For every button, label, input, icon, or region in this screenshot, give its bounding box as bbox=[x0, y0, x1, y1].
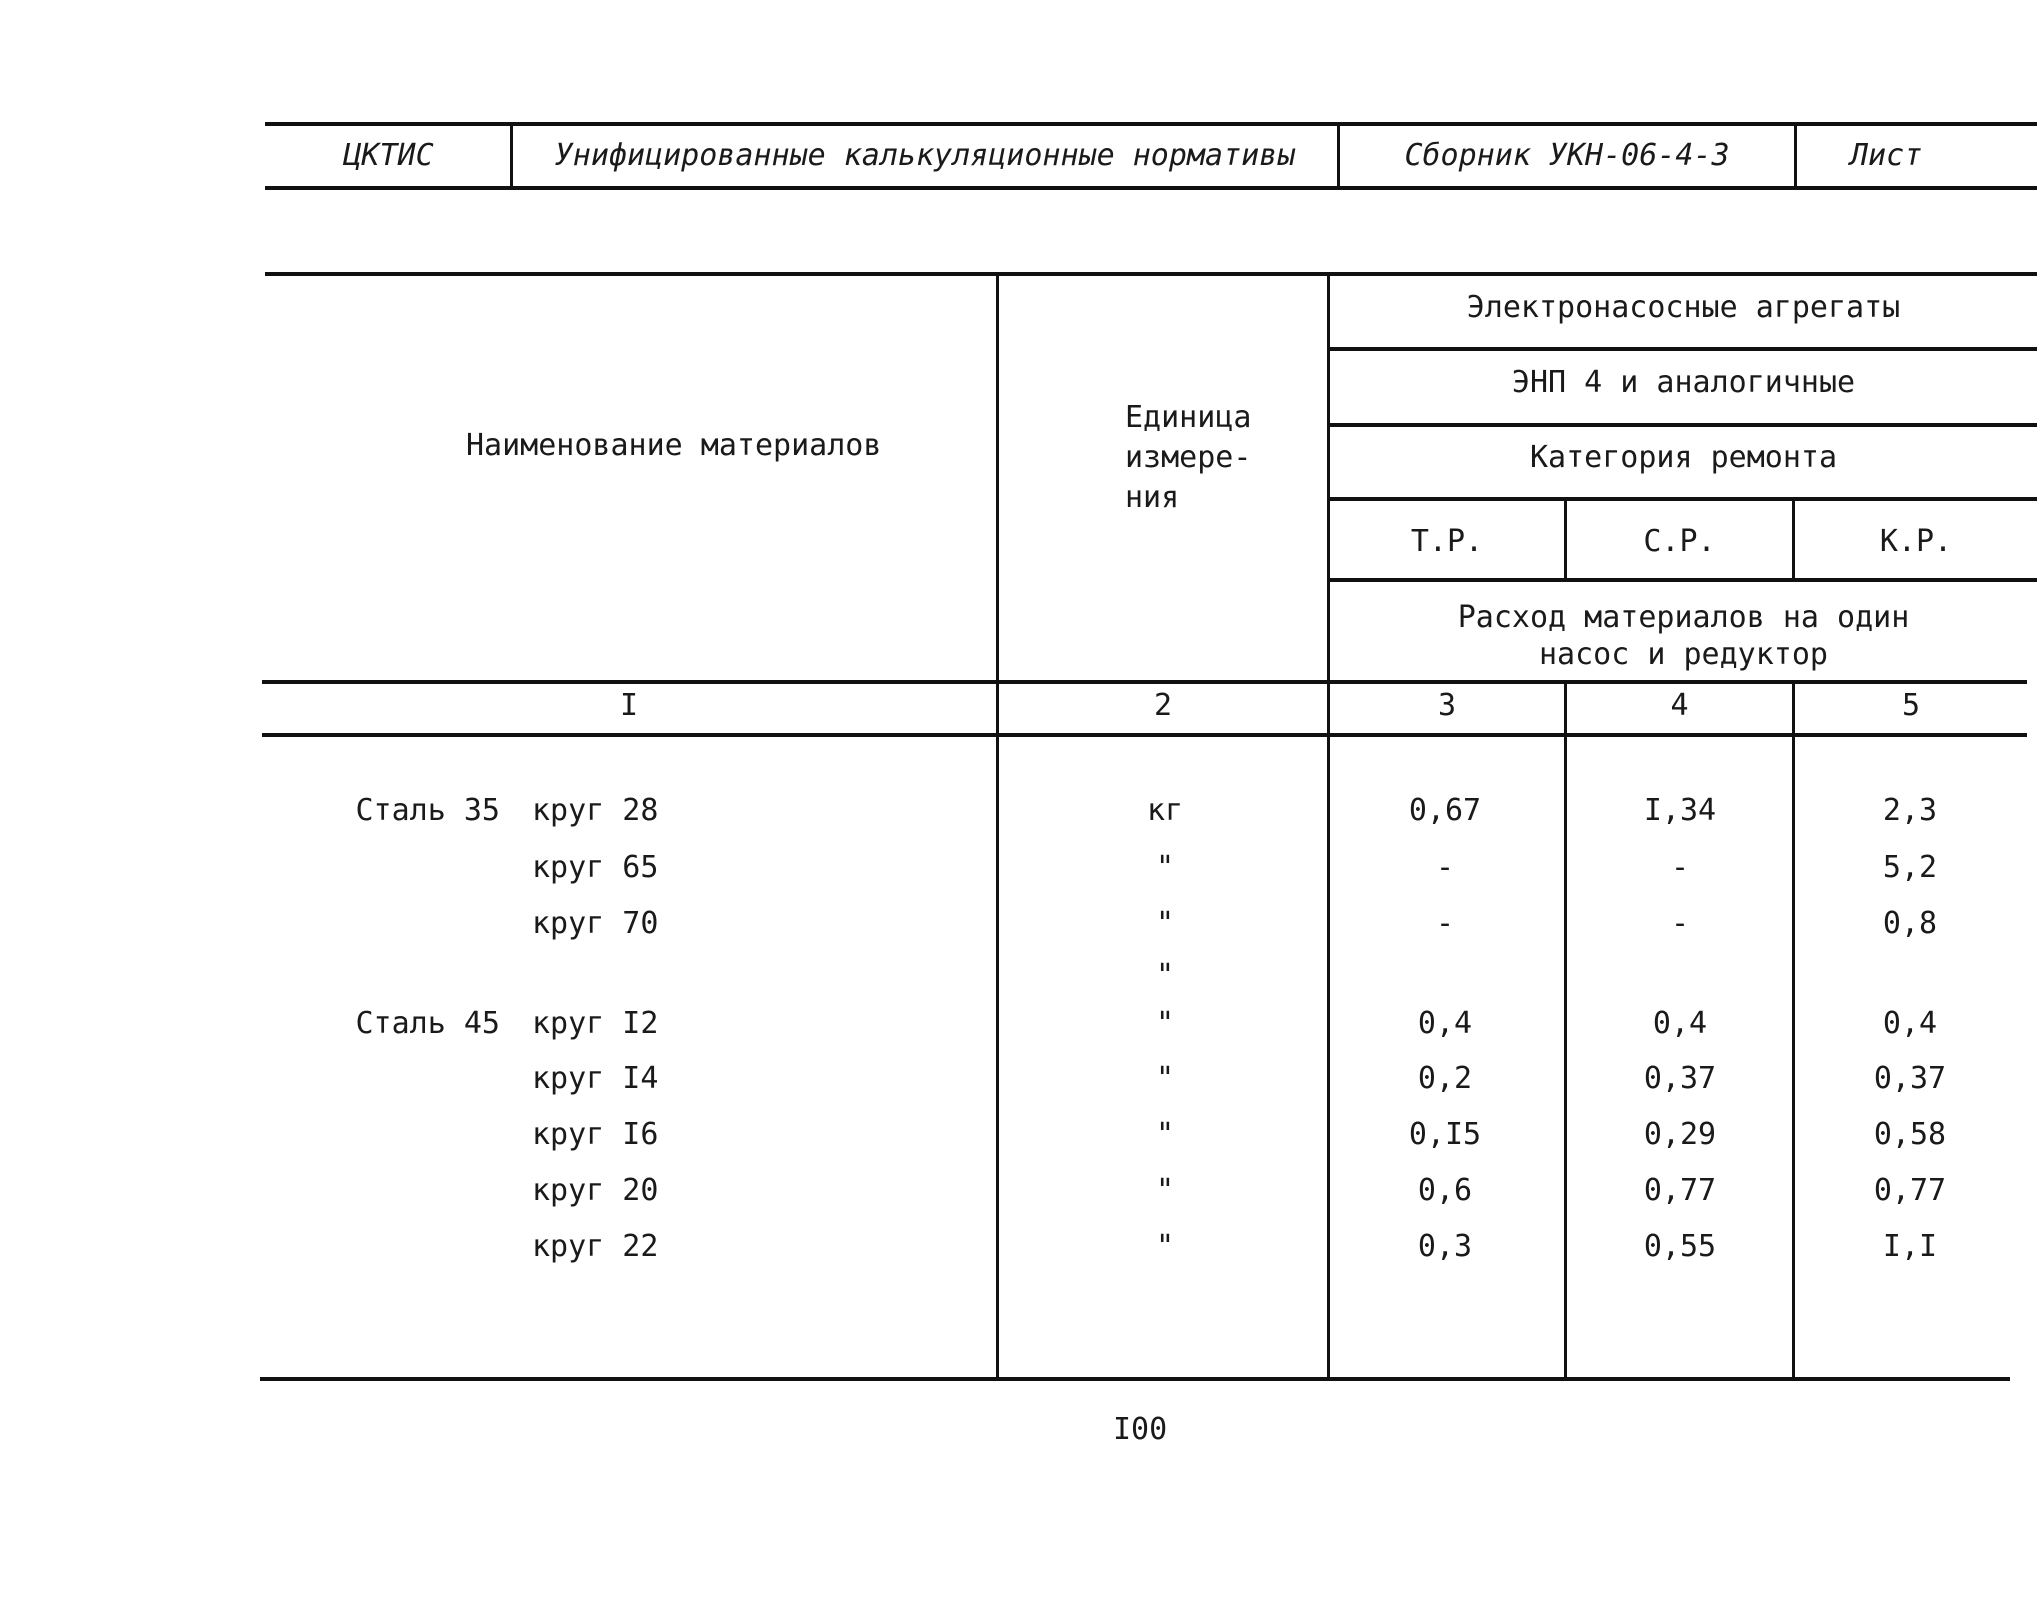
col1-header: Наименование материалов bbox=[466, 428, 882, 463]
column-number: 3 bbox=[1437, 688, 1457, 723]
header-collection: Сборник УКН-06-4-3 bbox=[1404, 138, 1730, 173]
kr-value: 0,37 bbox=[1873, 1061, 1947, 1096]
material-item: круг 28 bbox=[532, 793, 659, 828]
header-bottom-rule bbox=[265, 186, 2037, 190]
kr-value: 5,2 bbox=[1882, 850, 1938, 885]
tr-value: 0,I5 bbox=[1408, 1117, 1482, 1152]
material-grade: Сталь 45 bbox=[355, 1006, 500, 1041]
sr-value: 0,29 bbox=[1643, 1117, 1717, 1152]
material-item: круг I4 bbox=[532, 1061, 659, 1096]
unit-cell: " bbox=[1155, 1006, 1175, 1041]
kr-value: 0,58 bbox=[1873, 1117, 1947, 1152]
tr-value: 0,6 bbox=[1417, 1173, 1473, 1208]
header-top-rule bbox=[265, 122, 2037, 126]
tr-value: 0,67 bbox=[1408, 793, 1482, 828]
repair-types-rule bbox=[1327, 578, 2037, 582]
tr-value: 0,2 bbox=[1417, 1061, 1473, 1096]
material-item: круг I6 bbox=[532, 1117, 659, 1152]
unit-cell: " bbox=[1155, 958, 1175, 993]
tr-value: - bbox=[1435, 906, 1455, 941]
kr-value: I,I bbox=[1882, 1229, 1938, 1264]
repair-type-tr: Т.Р. bbox=[1410, 524, 1484, 559]
unit-cell: " bbox=[1155, 1173, 1175, 1208]
col2-header-line1: Единица bbox=[1125, 400, 1252, 435]
material-item: круг 20 bbox=[532, 1173, 659, 1208]
sr-value: 0,55 bbox=[1643, 1229, 1717, 1264]
header-divider-3 bbox=[1794, 124, 1797, 188]
column-numbers-top-rule bbox=[262, 680, 2027, 684]
sr-value: I,34 bbox=[1643, 793, 1717, 828]
sr-value: 0,77 bbox=[1643, 1173, 1717, 1208]
repair-type-kr: К.Р. bbox=[1879, 524, 1953, 559]
material-item: круг 65 bbox=[532, 850, 659, 885]
col-divider-4-body bbox=[1792, 682, 1795, 1379]
tr-value: 0,4 bbox=[1417, 1006, 1473, 1041]
model-header: ЭНП 4 и аналогичные bbox=[1511, 365, 1856, 400]
header-sheet: Лист bbox=[1850, 138, 1923, 173]
tr-value: - bbox=[1435, 850, 1455, 885]
group-header: Электронасосные агрегаты bbox=[1466, 290, 1901, 325]
kr-value: 0,4 bbox=[1882, 1006, 1938, 1041]
tr-value: 0,3 bbox=[1417, 1229, 1473, 1264]
group-header-rule bbox=[1327, 347, 2037, 351]
unit-cell: " bbox=[1155, 1061, 1175, 1096]
unit-cell: кг bbox=[1146, 793, 1184, 828]
consumption-header-line2: насос и редуктор bbox=[1539, 637, 1828, 672]
col-divider-2 bbox=[1327, 273, 1330, 1379]
unit-cell: " bbox=[1155, 906, 1175, 941]
sr-value: 0,4 bbox=[1652, 1006, 1708, 1041]
table-bottom-rule bbox=[260, 1377, 2010, 1381]
col2-header-line2: измере- bbox=[1125, 440, 1252, 475]
col-divider-1 bbox=[996, 273, 999, 1379]
table-top-rule bbox=[265, 272, 2037, 276]
material-item: круг I2 bbox=[532, 1006, 659, 1041]
material-grade: Сталь 35 bbox=[355, 793, 500, 828]
header-org: ЦКТИС bbox=[343, 138, 434, 173]
header-title: Унифицированные калькуляционные нормативы bbox=[554, 138, 1296, 173]
material-item: круг 22 bbox=[532, 1229, 659, 1264]
column-number: I bbox=[619, 688, 639, 723]
sr-value: - bbox=[1670, 850, 1690, 885]
kr-value: 0,77 bbox=[1873, 1173, 1947, 1208]
repair-header-rule bbox=[1327, 497, 2037, 501]
unit-cell: " bbox=[1155, 1117, 1175, 1152]
unit-cell: " bbox=[1155, 850, 1175, 885]
material-item: круг 70 bbox=[532, 906, 659, 941]
model-header-rule bbox=[1327, 423, 2037, 427]
page-number: I00 bbox=[1113, 1412, 1168, 1447]
col2-header-line3: ния bbox=[1125, 480, 1180, 515]
column-number: 2 bbox=[1153, 688, 1173, 723]
kr-value: 2,3 bbox=[1882, 793, 1938, 828]
consumption-header-line1: Расход материалов на один bbox=[1457, 600, 1910, 635]
unit-cell: " bbox=[1155, 1229, 1175, 1264]
col-divider-3-body bbox=[1564, 682, 1567, 1379]
repair-header: Категория ремонта bbox=[1529, 440, 1838, 475]
sr-value: - bbox=[1670, 906, 1690, 941]
repair-type-sr: С.Р. bbox=[1643, 524, 1716, 559]
kr-value: 0,8 bbox=[1882, 906, 1938, 941]
column-number: 4 bbox=[1670, 688, 1689, 723]
sr-value: 0,37 bbox=[1643, 1061, 1717, 1096]
column-numbers-bottom-rule bbox=[262, 733, 2027, 737]
column-number: 5 bbox=[1901, 688, 1921, 723]
